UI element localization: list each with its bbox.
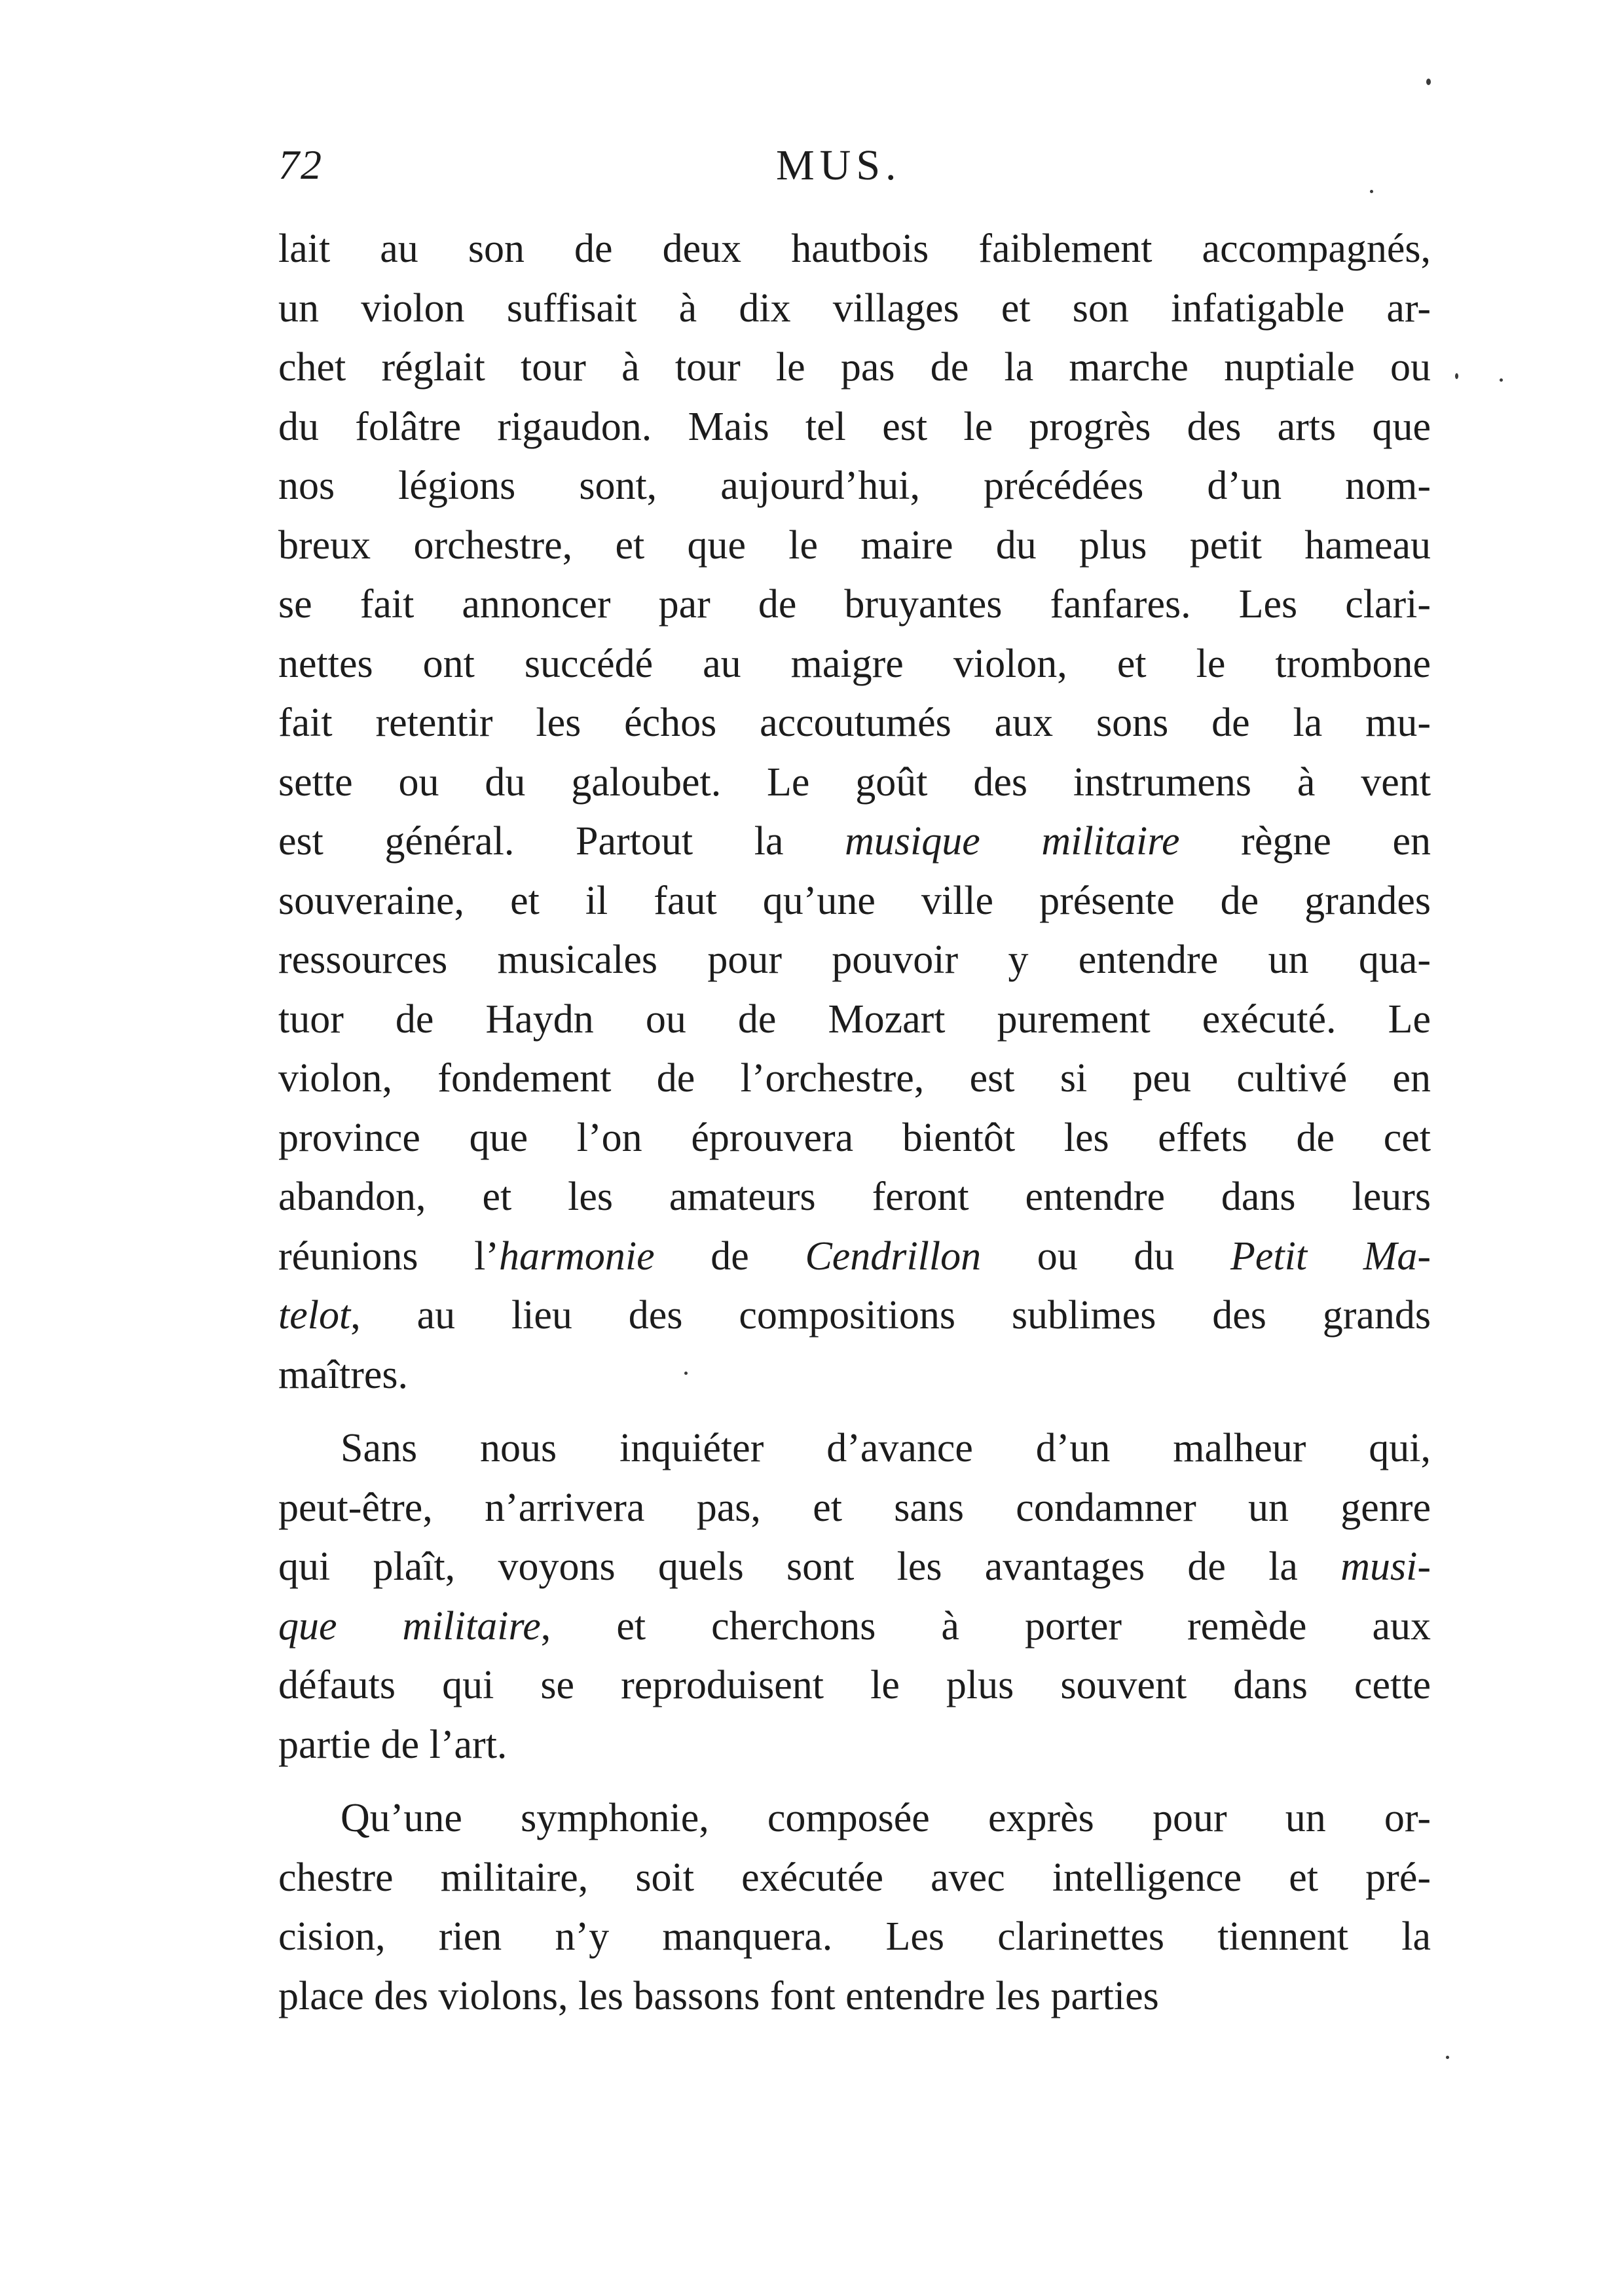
italic-text: telot bbox=[278, 1293, 351, 1338]
italic-text: musique militaire bbox=[845, 819, 1180, 864]
text-run: tuor de Haydn ou de Mozart purement exécuté. Le bbox=[278, 996, 1431, 1042]
text-line bbox=[278, 397, 1431, 457]
text-run: se fait annoncer par de bruyantes fanfares. Les clari- bbox=[278, 582, 1431, 627]
text-run: Sans nous inquiéter d’avance d’un malheur qui, bbox=[341, 1426, 1431, 1470]
text-line bbox=[278, 1478, 1431, 1538]
text-run: est général. Partout la bbox=[278, 819, 845, 864]
text-run: violon, fondement de l’orchestre, est si peu cultivé en bbox=[278, 1056, 1431, 1101]
italic-text: Cendrillon bbox=[805, 1233, 982, 1279]
text-line bbox=[278, 693, 1431, 753]
text-line bbox=[278, 812, 1431, 871]
text-run: fait retentir les échos accoutumés aux sons de la mu- bbox=[278, 701, 1431, 745]
text-line bbox=[278, 1907, 1431, 1967]
text-line bbox=[278, 219, 1431, 279]
text-line bbox=[278, 1167, 1431, 1227]
text-run: sette ou du galoubet. Le goût des instrumens à vent bbox=[278, 759, 1431, 805]
text-line bbox=[278, 338, 1431, 397]
text-line bbox=[278, 634, 1431, 694]
text-line bbox=[278, 753, 1431, 812]
text-run: peut-être, n’arrivera pas, et sans condamner un genre bbox=[278, 1485, 1431, 1530]
text-line bbox=[278, 1108, 1431, 1168]
text-run: Qu’une symphonie, composée exprès pour un or- bbox=[341, 1796, 1431, 1840]
text-run: lait au son de deux hautbois faiblement accompagnés, bbox=[278, 227, 1431, 271]
text-run: nettes ont succédé au maigre violon, et le trombone bbox=[278, 641, 1431, 686]
text-line bbox=[278, 1656, 1431, 1715]
text-run: chet réglait tour à tour le pas de la marche nuptiale ou bbox=[278, 345, 1431, 390]
text-run: chestre militaire, soit exécutée avec intelligence et pré- bbox=[278, 1855, 1431, 1900]
ink-speck bbox=[1446, 2056, 1449, 2059]
text-run: ou du bbox=[981, 1233, 1230, 1279]
text-run: province que l’on éprouvera bientôt les effets de cet bbox=[278, 1115, 1431, 1160]
page-header bbox=[278, 141, 1431, 213]
text-line bbox=[278, 930, 1431, 990]
text-run: réunions l’ bbox=[278, 1233, 500, 1279]
ink-speck bbox=[1500, 378, 1503, 382]
ink-speck bbox=[1370, 190, 1373, 193]
text-run: de bbox=[654, 1233, 805, 1279]
italic-text: Petit Ma- bbox=[1230, 1233, 1431, 1279]
text-line bbox=[278, 575, 1431, 634]
text-line bbox=[278, 1419, 1431, 1478]
text-line bbox=[278, 516, 1431, 575]
italic-text: harmonie bbox=[499, 1233, 655, 1279]
text-run: règne en bbox=[1179, 819, 1431, 864]
paragraph bbox=[278, 1419, 1431, 1774]
paragraph bbox=[278, 1789, 1431, 2026]
text-line bbox=[278, 1715, 1431, 1775]
text-run: du folâtre rigaudon. Mais tel est le progrès des arts que bbox=[278, 404, 1431, 449]
text-line bbox=[278, 1597, 1431, 1656]
text-line bbox=[278, 279, 1431, 338]
page-number: 72 bbox=[278, 141, 323, 188]
text-run: breux orchestre, et que le maire du plus petit hameau bbox=[278, 522, 1431, 568]
ink-speck bbox=[684, 1372, 688, 1375]
text-run: un violon suffisait à dix villages et son infatigable ar- bbox=[278, 285, 1431, 331]
text-run: qui plaît, voyons quels sont les avantages de la bbox=[278, 1544, 1341, 1589]
italic-text: que militaire bbox=[278, 1603, 541, 1649]
text-line bbox=[278, 1789, 1431, 1848]
text-line bbox=[278, 990, 1431, 1049]
text-run: souveraine, et il faut qu’une ville présente de grandes bbox=[278, 878, 1431, 923]
text-line bbox=[278, 1537, 1431, 1597]
italic-text: musi- bbox=[1340, 1544, 1431, 1589]
text-run: , et cherchons à porter remède aux bbox=[540, 1603, 1431, 1649]
ink-speck bbox=[1426, 79, 1431, 85]
text-run: ressources musicales pour pouvoir y entendre un qua- bbox=[278, 938, 1431, 982]
text-run: nos légions sont, aujourd’hui, précédées d’un nom- bbox=[278, 464, 1431, 508]
text-line bbox=[278, 456, 1431, 516]
text-line bbox=[278, 1049, 1431, 1108]
text-line bbox=[278, 1345, 1431, 1405]
text-run: abandon, et les amateurs feront entendre dans leurs bbox=[278, 1175, 1431, 1219]
body-text bbox=[278, 219, 1431, 2026]
text-line bbox=[278, 1286, 1431, 1345]
text-run: place des violons, les bassons font entendre les parties bbox=[278, 1973, 1159, 2018]
text-run: , au lieu des compositions sublimes des grands bbox=[350, 1293, 1431, 1338]
text-run: maîtres. bbox=[278, 1352, 408, 1397]
text-run: partie de l’art. bbox=[278, 1722, 507, 1767]
text-run: cision, rien n’y manquera. Les clarinettes tiennent la bbox=[278, 1914, 1431, 1959]
text-run: défauts qui se reproduisent le plus souvent dans cette bbox=[278, 1663, 1431, 1707]
text-line bbox=[278, 1227, 1431, 1286]
running-head: MUS. bbox=[776, 141, 902, 189]
paragraph bbox=[278, 219, 1431, 1404]
text-line bbox=[278, 871, 1431, 931]
text-line bbox=[278, 1848, 1431, 1908]
text-line bbox=[278, 1967, 1431, 2026]
ink-speck bbox=[1455, 373, 1458, 379]
